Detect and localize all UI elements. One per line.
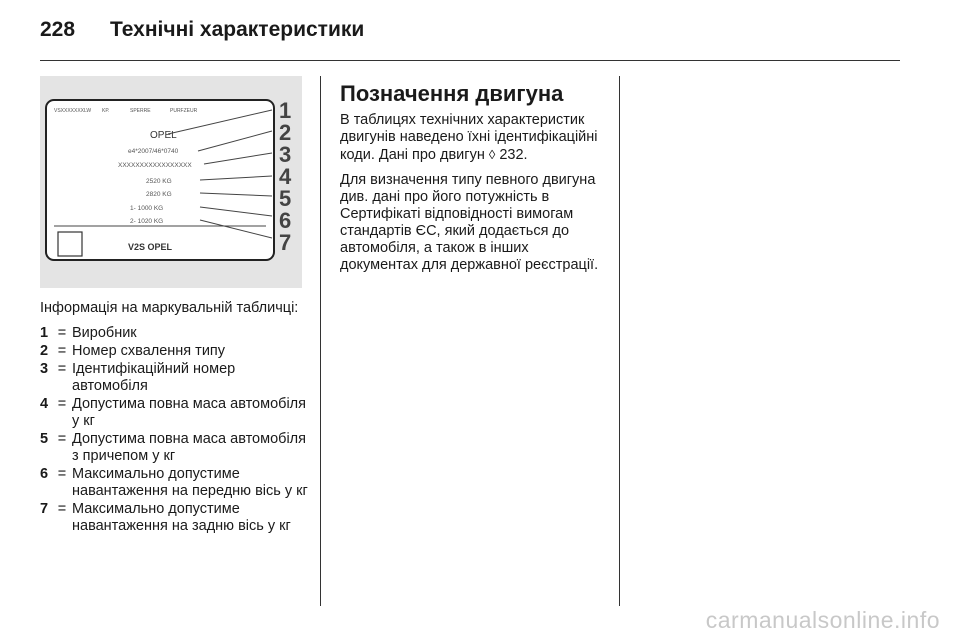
legend-equals: = (57, 466, 67, 482)
page-number: 228 (40, 18, 76, 41)
watermark: carmanualsonline.info (705, 607, 940, 633)
callout-2: 2 (279, 120, 292, 145)
page-reference-arrow-icon[interactable]: ◊ (488, 147, 496, 162)
legend-number: 5 (40, 431, 49, 447)
legend-number: 3 (40, 361, 49, 377)
plate-header-1: VSXXXXXXXLW (54, 108, 92, 114)
plate-header-2: KP. (102, 108, 110, 114)
legend-item (40, 501, 308, 535)
plate-type-approval: e4*2007/46*0740 (128, 148, 179, 155)
legend-text: Максимально допустиме навантаження на передню вісь у кг (72, 466, 308, 499)
section-heading: Позначення двигуна (340, 81, 564, 106)
plate-gross-weight: 2520 KG (146, 178, 172, 185)
page-title: Технічні характеристики (110, 18, 365, 41)
legend-number: 4 (40, 396, 49, 412)
figure-caption (40, 300, 308, 536)
vehicle-plate-illustration (40, 76, 302, 288)
caption-intro: Інформація на маркувальній табличці: (40, 300, 299, 316)
legend-text: Виробник (72, 325, 137, 341)
legend-equals: = (57, 501, 67, 517)
legend-equals: = (57, 325, 67, 341)
legend-item (40, 361, 308, 395)
callout-7: 7 (279, 230, 292, 255)
legend-equals: = (57, 361, 67, 377)
engine-designation-section (340, 82, 610, 282)
legend-text: Ідентифікаційний номер автомобіля (72, 361, 236, 394)
legend-text: Номер схвалення типу (72, 343, 226, 359)
column-divider-right (619, 76, 620, 606)
header-rule (40, 60, 900, 61)
column-divider-left (320, 76, 321, 606)
legend-item (40, 466, 308, 500)
page-reference-link[interactable]: 232. (495, 147, 528, 163)
legend-number: 7 (40, 501, 49, 517)
legend-text: Допустима повна маса автомобіля у кг (72, 396, 306, 429)
legend-item (40, 431, 308, 465)
plate-header-4: PURFZEUR (170, 108, 198, 114)
legend-equals: = (57, 431, 67, 447)
engine-paragraph-1 (340, 112, 610, 164)
legend-text: Допустима повна маса автомобіля з причепом у кг (72, 431, 306, 464)
plate-vin: XXXXXXXXXXXXXXXXX (118, 162, 192, 169)
legend-equals: = (57, 343, 67, 359)
engine-paragraph-1-text: В таблицях технічних характеристик двигунів наведено їхні ідентифікаційні коди. Дані про двигун (340, 112, 598, 163)
page-header (40, 18, 364, 48)
callout-5: 5 (279, 186, 292, 211)
callout-1: 1 (279, 98, 292, 123)
plate-train-weight: 2820 KG (146, 191, 172, 198)
plate-header-3: SPERRE (130, 108, 151, 114)
plate-footer: V2S OPEL (128, 242, 173, 252)
legend-equals: = (57, 396, 67, 412)
legend-number: 1 (40, 325, 49, 341)
plate-brand: OPEL (150, 130, 177, 141)
plate-front-axle: 1- 1000 KG (130, 205, 164, 212)
callout-6: 6 (279, 208, 292, 233)
callout-4: 4 (279, 164, 292, 189)
vehicle-plate-figure (40, 76, 302, 288)
legend-number: 6 (40, 466, 49, 482)
legend-text: Максимально допустиме навантаження на задню вісь у кг (72, 501, 291, 534)
plate-legend (40, 325, 308, 535)
legend-item (40, 343, 308, 360)
plate-rear-axle: 2- 1020 KG (130, 218, 164, 225)
callout-3: 3 (279, 142, 292, 167)
legend-item (40, 325, 308, 342)
legend-item (40, 396, 308, 430)
engine-paragraph-2: Для визначення типу певного двигуна див. дані про його потужність в Сертифікаті відповідності вимогам стандартів ЄС, який додається до автомобіля, а також в інших документах для державної реєстрації. (340, 172, 599, 273)
legend-number: 2 (40, 343, 49, 359)
